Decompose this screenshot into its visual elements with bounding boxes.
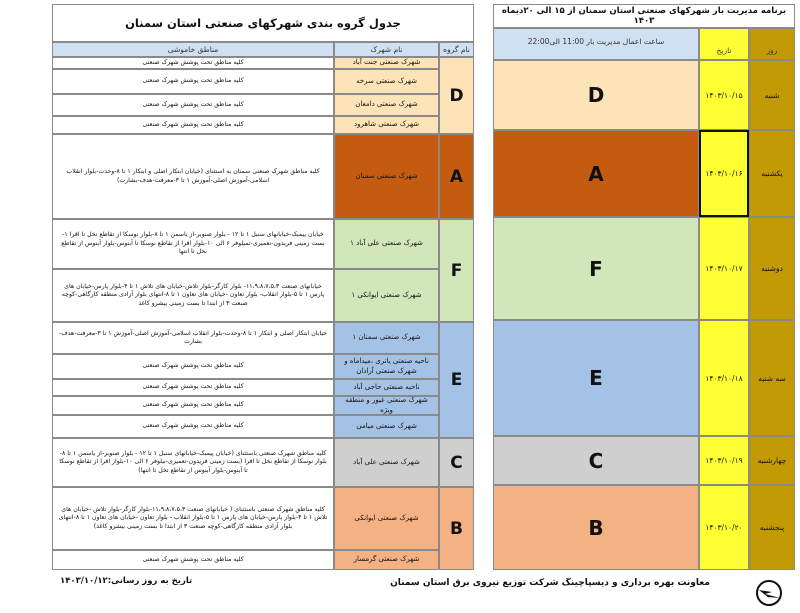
notice-date: تاریخ به روز رسانی:۱۴۰۳/۱۰/۱۲ [60,576,193,586]
schedule-group-e: E [493,320,699,436]
schedule-day: یکشنبه [749,130,795,217]
table-row-area: کلیه مناطق تحت پوشش شهرک صنعتی [52,396,334,415]
table-row-town: شهرک صنعتی دامغان [334,94,439,116]
table-row-town: شهرک صنعتی غیور و منطقه ویژه [334,396,439,415]
table-row-town: شهرک صنعتی شاهرود [334,116,439,134]
schedule-day: دوشنبه [749,217,795,320]
table-row-area: کلیه مناطق تحت پوشش شهرک صنعتی [52,550,334,570]
schedule-date: ۱۴۰۳/۱۰/۱۶ [699,130,749,217]
table-row-town: شهرک صنعتی سرخه [334,69,439,94]
table-row-town: شهرک صنعتی گرمسار [334,550,439,570]
group-label-f: F [439,219,474,322]
table-row-area: کلیه مناطق تحت پوشش شهرک صنعتی [52,116,334,134]
schedule-date: ۱۴۰۳/۱۰/۱۷ [699,217,749,320]
table-row-town: ناحیه صنعتی حاجی آباد [334,379,439,396]
table-row-town: شهرک صنعتی سمنان [334,134,439,219]
time-header: ساعت اعمال مدیریت بار 11:00 الی22:00 [493,28,699,60]
left-table-title: جدول گروه بندی شهرکهای صنعتی استان سمنان [52,4,474,42]
table-row-area: کلیه مناطق تحت پوشش شهرک صنعتی [52,57,334,69]
schedule-date: ۱۴۰۳/۱۰/۱۸ [699,320,749,436]
table-row-town: شهرک صنعتی جنت آباد [334,57,439,69]
column-header-area: مناطق خاموشی [52,42,334,57]
table-row-area: کلیه مناطق تحت پوشش شهرک صنعتی [52,94,334,116]
schedule-day: سه شنبه [749,320,795,436]
table-row-area: کلیه مناطق تحت پوشش شهرک صنعتی [52,379,334,396]
column-header-date: تاریخ [699,28,749,60]
table-row-area: کلیه مناطق شهرک صنعتی باستثنای ( خیابانهای صنعت ۱۱،۹،۸،۷،۵،۳-بلوار کارگر-بلوار تلاش -خیابان های تلاش ۱ تا ۴-بلوار پارس-خیابان های پارس ۱ تا ۵-بلوار انقلاب - بلوار تعاون -خیابان های تعاون ۱ تا ۸-انتهای بلوار آزادی منطقه کارگاهی-کوچه صنعت ۳ از ابتدا تا بست زمینی بیشرو کاغذ) [52,487,334,550]
right-table-title: برنامه مدیریت بار شهرکهای صنعتی استان سمنان از ۱۵ الی ۲۰دیماه ۱۴۰۳ [493,4,795,28]
schedule-day: پنجشنبه [749,485,795,570]
lightning-logo-icon [752,578,786,608]
group-label-e: E [439,322,474,438]
organization-footer: معاونت بهره برداری و دیسپاچینگ شرکت توزیع نیروی برق استان سمنان [390,578,710,588]
schedule-date: ۱۴۰۳/۱۰/۱۵ [699,60,749,130]
table-row-town: شهرک صنعتی علی آباد [334,438,439,487]
schedule-day: چهارشنبه [749,436,795,485]
table-row-area: خیابانهای صنعت ۱۱،۹،۸،۷،۵،۳- بلوار کارگر-بلوار تلاش-خیابان های تلاش ۱ تا ۴-بلوار پارس-خیابان های پارس ۱ تا ۵-بلوار انقلاب- بلوار تعاون -خیابان های تعاون ۱ تا ۸-انتهای بلوار آزادی منطقه کارگاهی-کوچه صنعت ۳ از ابتدا تا بست زمینی بیشرو کاغذ [52,269,334,322]
schedule-group-a: A [493,130,699,217]
group-label-c: C [439,438,474,487]
table-row-town: شهرک صنعتی علی آباد ۱ [334,219,439,269]
schedule-group-f: F [493,217,699,320]
schedule-date: ۱۴۰۳/۱۰/۲۰ [699,485,749,570]
column-header-day: روز [749,28,795,60]
group-label-b: B [439,487,474,570]
table-row-area: کلیه مناطق تحت پوشش شهرک صنعتی [52,354,334,379]
group-label-d: D [439,57,474,134]
table-row-area: کلیه مناطق تحت پوشش شهرک صنعتی [52,415,334,438]
table-row-area: کلیه مناطق شهرک صنعتی باستثنای (خیابان پیمبک-خیابانهای سنبل ۱ تا ۱۲ - بلوار صنوبر-از یاسمن ۱ تا ۸-بلوار نوسکا از تقاطع نخل تا اقرا (بست زمینی فریدون-تعمیری-نیلوفر ۶ الی ۱۰-بلوار اقرا از تقاطع نوسکا تا آبنوس-بلوار آبنوس از تقاطع نخل تا انتها) [52,438,334,487]
schedule-group-d: D [493,60,699,130]
table-row-town: شهرک صنعتی سمنان ۱ [334,322,439,354]
right-table [493,4,795,570]
table-row-area: خیابان پیمبک-خیابانهای سنبل ۱ تا ۱۲ - بلوار صنوبر-از یاسمن ۱ تا ۸-بلوار نوسکا از تقاطع نخل تا اقرا ۱-بست زمینی فریدون-تعمیری-تمیلوفر ۶ الی ۱۰-بلوار اقرا از تقاطع نوسکا تا آبنوس-بلوار آبنوس از تقاطع نخل تا انتها [52,219,334,269]
column-header-town: نام شهرک [334,42,439,57]
schedule-group-b: B [493,485,699,570]
table-row-area: خیابان ابتکار اصلی و ابتکار ۱ تا ۸-وحدت-بلوار انقلاب اسلامی-آموزش اصلی-آموزش ۱ تا ۳-معرفت-هدف-بشارت [52,322,334,354]
schedule-group-c: C [493,436,699,485]
column-header-group: نام گروه [439,42,474,57]
left-table [52,4,474,570]
table-row-town: شهرک صنعتی ایوانکی ۱ [334,269,439,322]
schedule-day: شنبه [749,60,795,130]
table-row-area: کلیه مناطق تحت پوشش شهرک صنعتی [52,69,334,94]
company-logo [752,578,786,608]
schedule-date: ۱۴۰۳/۱۰/۱۹ [699,436,749,485]
table-row-town: ناحیه صنعتی یاتری ،میداماه و شهرک صنعتی آرادان [334,354,439,379]
table-row-town: شهرک صنعتی میامی [334,415,439,438]
table-row-town: شهرک صنعتی ایوانکی [334,487,439,550]
group-label-a: A [439,134,474,219]
table-row-area: کلیه مناطق شهرک صنعتی سمنان به استثنای (خیابان ابتکار اصلی و ابتکار ۱ تا ۸-وحدت-بلوار انقلاب اسلامی-آموزش اصلی-آموزش ۱ تا ۳-معرفت-هدف-بشارت) [52,134,334,219]
